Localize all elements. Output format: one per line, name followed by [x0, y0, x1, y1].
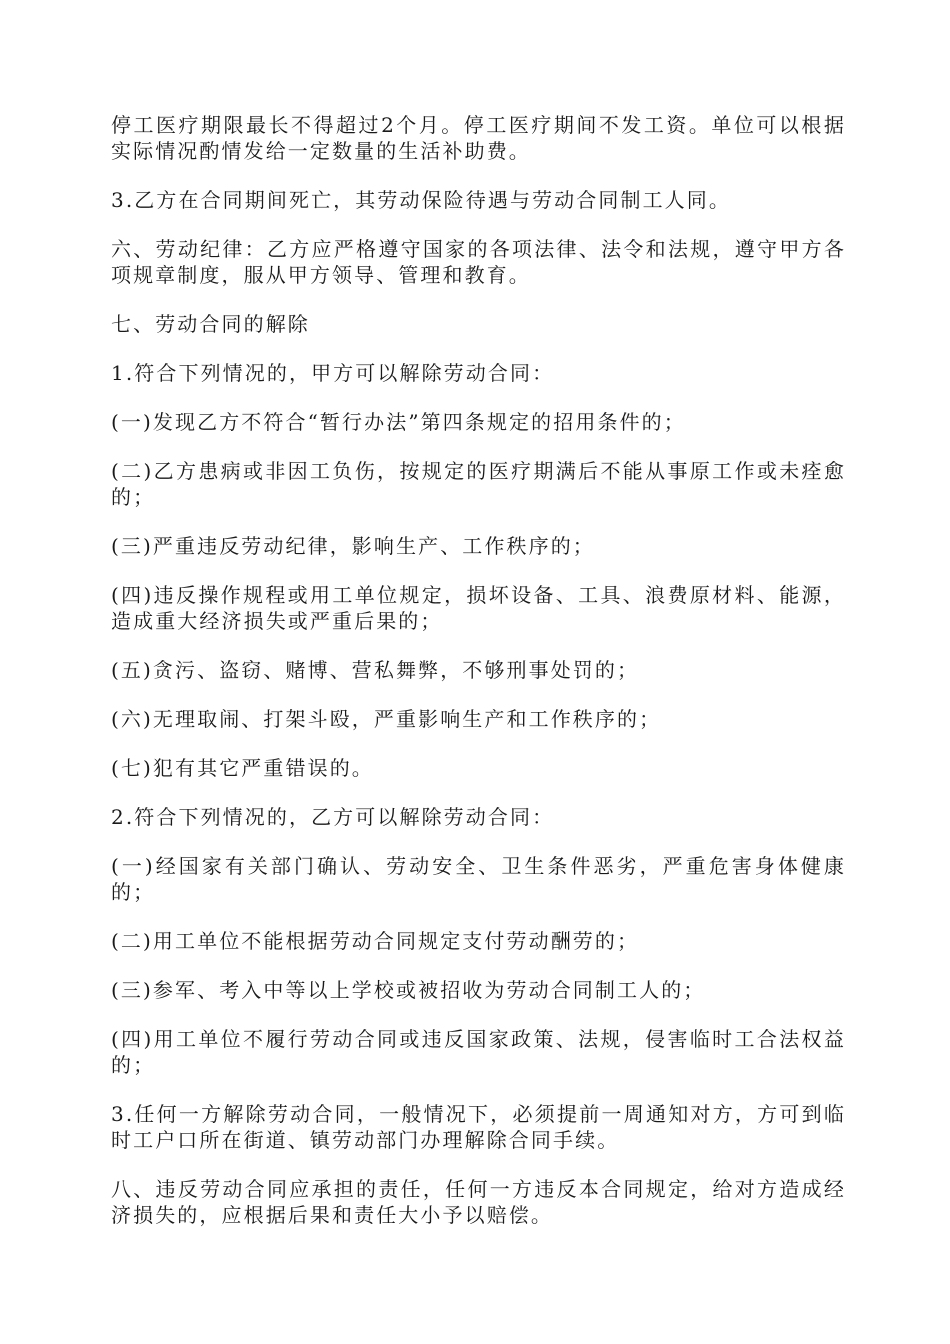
- list-item: (四)用工单位不履行劳动合同或违反国家政策、法规，侵害临时工合法权益的；: [111, 1027, 846, 1077]
- paragraph-death-benefits: 3.乙方在合同期间死亡，其劳动保险待遇与劳动合同制工人同。: [111, 188, 731, 212]
- list-item: (三)参军、考入中等以上学校或被招收为劳动合同制工人的；: [111, 978, 706, 1002]
- section-breach-liability: 八、违反劳动合同应承担的责任，任何一方违反本合同规定，给对方造成经济损失的，应根据后果和责任大小予以赔偿。: [111, 1177, 846, 1227]
- clause-notice-period: 3.任何一方解除劳动合同，一般情况下，必须提前一周通知对方，方可到临时工户口所在街道、镇劳动部门办理解除合同手续。: [111, 1102, 846, 1152]
- list-item: (二)用工单位不能根据劳动合同规定支付劳动酬劳的；: [111, 929, 640, 953]
- section-heading-termination: 七、劳动合同的解除: [111, 312, 310, 336]
- clause-employee-termination: 2.符合下列情况的，乙方可以解除劳动合同：: [111, 805, 555, 829]
- list-item: (一)发现乙方不符合“暂行办法”第四条规定的招用条件的；: [111, 410, 686, 434]
- list-item: (六)无理取闹、打架斗殴，严重影响生产和工作秩序的；: [111, 707, 662, 731]
- paragraph-sick-leave-limit: 停工医疗期限最长不得超过2个月。停工医疗期间不发工资。单位可以根据实际情况酌情发给一定数量的生活补助费。: [111, 113, 846, 163]
- list-item: (一)经国家有关部门确认、劳动安全、卫生条件恶劣，严重危害身体健康的；: [111, 854, 846, 904]
- list-item: (四)违反操作规程或用工单位规定，损坏设备、工具、浪费原材料、能源，造成重大经济损失或严重后果的；: [111, 583, 846, 633]
- clause-employer-termination: 1.符合下列情况的，甲方可以解除劳动合同：: [111, 361, 555, 385]
- list-item: (二)乙方患病或非因工负伤，按规定的医疗期满后不能从事原工作或未痊愈的；: [111, 459, 846, 509]
- paragraph-labor-discipline: 六、劳动纪律：乙方应严格遵守国家的各项法律、法令和法规，遵守甲方各项规章制度，服从甲方领导、管理和教育。: [111, 237, 846, 287]
- list-item: (七)犯有其它严重错误的。: [111, 756, 374, 780]
- list-item: (五)贪污、盗窃、赌博、营私舞弊，不够刑事处罚的；: [111, 658, 640, 682]
- list-item: (三)严重违反劳动纪律，影响生产、工作秩序的；: [111, 534, 595, 558]
- document-body: [111, 112, 846, 1251]
